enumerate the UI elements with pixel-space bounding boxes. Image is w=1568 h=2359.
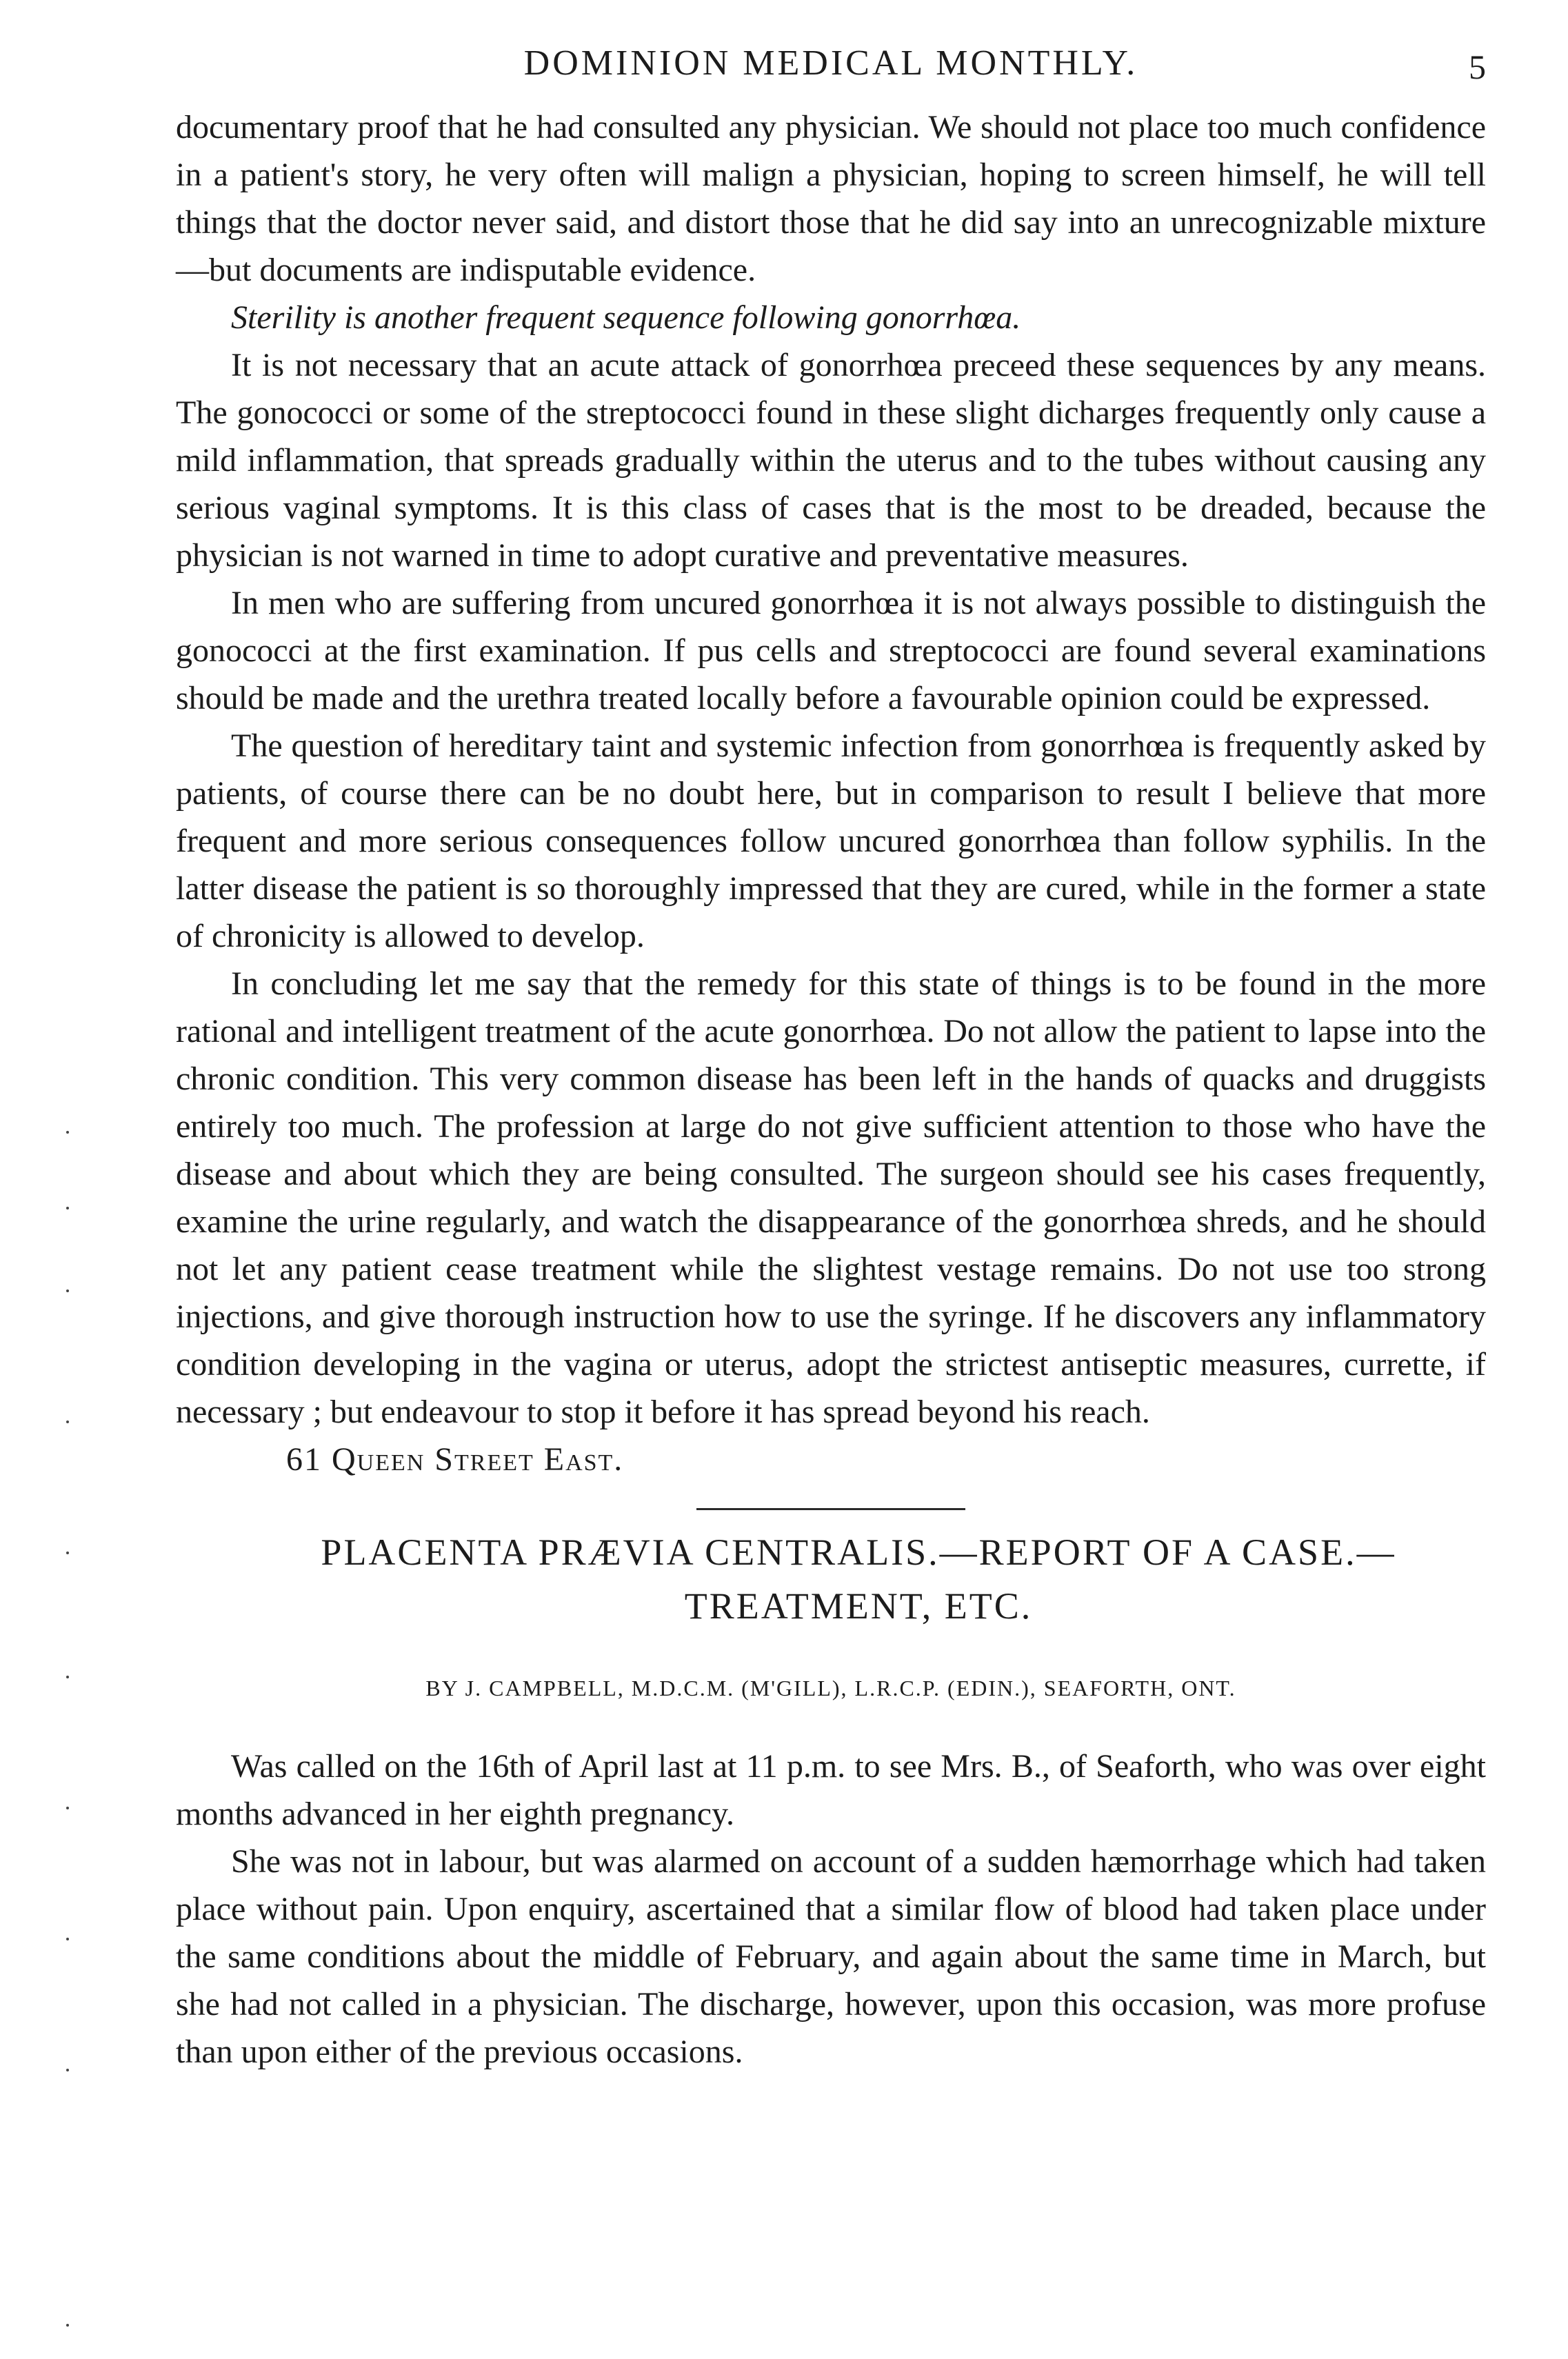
margin-speck <box>66 2069 69 2071</box>
paragraph: In concluding let me say that the remedy for this state of things is to be found in the more rational and intelligent treatment of the acute gonorrhœa. Do not allow the patient to lapse into the chronic condition. This very common disease has been left in the hands of quacks and druggists entirely too much. The profession at large do not give sufficient attention to those who have the disease and about which they are being consulted. The surgeon should see his cases frequently, examine the urine regularly, and watch the disappearance of the gonorrhœa shreds, and he should not let any patient cease treatment while the slightest vestage remains. Do not use too strong injections, and give thorough instruction how to use the syringe. If he discovers any inflammatory condition developing in the vagina or uterus, adopt the strictest antiseptic measures, currette, if necessary ; but endeavour to stop it before it has spread beyond his reach. <box>176 965 1486 1430</box>
paragraph: The question of hereditary taint and systemic infection from gonorrhœa is frequently asked by patients, of course there can be no doubt here, but in comparison to result I believe that more frequent and more serious consequences follow uncured gonorrhœa than follow syphilis. In the latter disease the patient is so thoroughly impressed that they are cured, while in the former a state of chronicity is allowed to develop. <box>176 727 1486 954</box>
case-report-text <box>176 1743 1486 2076</box>
article-byline: BY J. CAMPBELL, M.D.C.M. (M'GILL), L.R.C.P. (EDIN.), SEAFORTH, ONT. <box>425 1676 1236 1700</box>
margin-speck <box>66 1207 69 1209</box>
page-number: 5 <box>1469 48 1486 86</box>
margin-specks <box>62 1131 76 2345</box>
running-head <box>176 43 1486 91</box>
margin-speck <box>66 1131 69 1134</box>
margin-speck <box>66 1676 69 1678</box>
paragraph: She was not in labour, but was alarmed on account of a sudden hæmorrhage which had taken place without pain. Upon enquiry, ascertained that a similar flow of blood had taken place under the same conditions about the middle of February, and again about the same time in March, but she had not called in a physician. The discharge, however, upon this occasion, was more profuse than upon either of the previous occasions. <box>176 1843 1486 2070</box>
running-title: DOMINION MEDICAL MONTHLY. <box>523 43 1138 83</box>
article-title-line-1: PLACENTA PRÆVIA CENTRALIS.—REPORT OF A CASE.— <box>321 1532 1396 1573</box>
body-text <box>176 103 1486 2076</box>
article-title-line-2: TREATMENT, ETC. <box>684 1585 1033 1627</box>
previous-article-text <box>176 103 1486 1436</box>
margin-speck <box>66 1289 69 1292</box>
margin-speck <box>66 1552 69 1554</box>
section-divider <box>696 1508 965 1510</box>
margin-speck <box>66 1807 69 1809</box>
margin-speck <box>66 1421 69 1423</box>
paragraph: Was called on the 16th of April last at 11 p.m. to see Mrs. B., of Seaforth, who was over eight months advanced in her eighth pregnancy. <box>176 1748 1486 1832</box>
margin-speck <box>66 1938 69 1940</box>
paragraph: documentary proof that he had consulted any physician. We should not place too much confidence in a patient's story, he very often will malign a physician, hoping to screen himself, he will tell things that the doctor never said, and distort those that he did say into an unrecognizable mixture—but documents are indisputable evidence. <box>176 109 1486 288</box>
paragraph: In men who are suffering from uncured gonorrhœa it is not always possible to distinguish the gonococci at the first examination. If pus cells and streptococci are found several examinations should be made and the urethra treated locally before a favourable opinion could be expressed. <box>176 585 1486 716</box>
margin-speck <box>66 2324 69 2327</box>
paragraph: Sterility is another frequent sequence following gonorrhœa. <box>231 299 1021 336</box>
author-address: 61 Queen Street East. <box>286 1441 624 1478</box>
paragraph: It is not necessary that an acute attack of gonorrhœa preceed these sequences by any means. The gonococci or some of the streptococci found in these slight dicharges frequently only cause a mild inflammation, that spreads gradually within the uterus and to the tubes without causing any serious vaginal symptoms. It is this class of cases that is the most to be dreaded, because the physician is not warned in time to adopt curative and preventative measures. <box>176 347 1486 574</box>
